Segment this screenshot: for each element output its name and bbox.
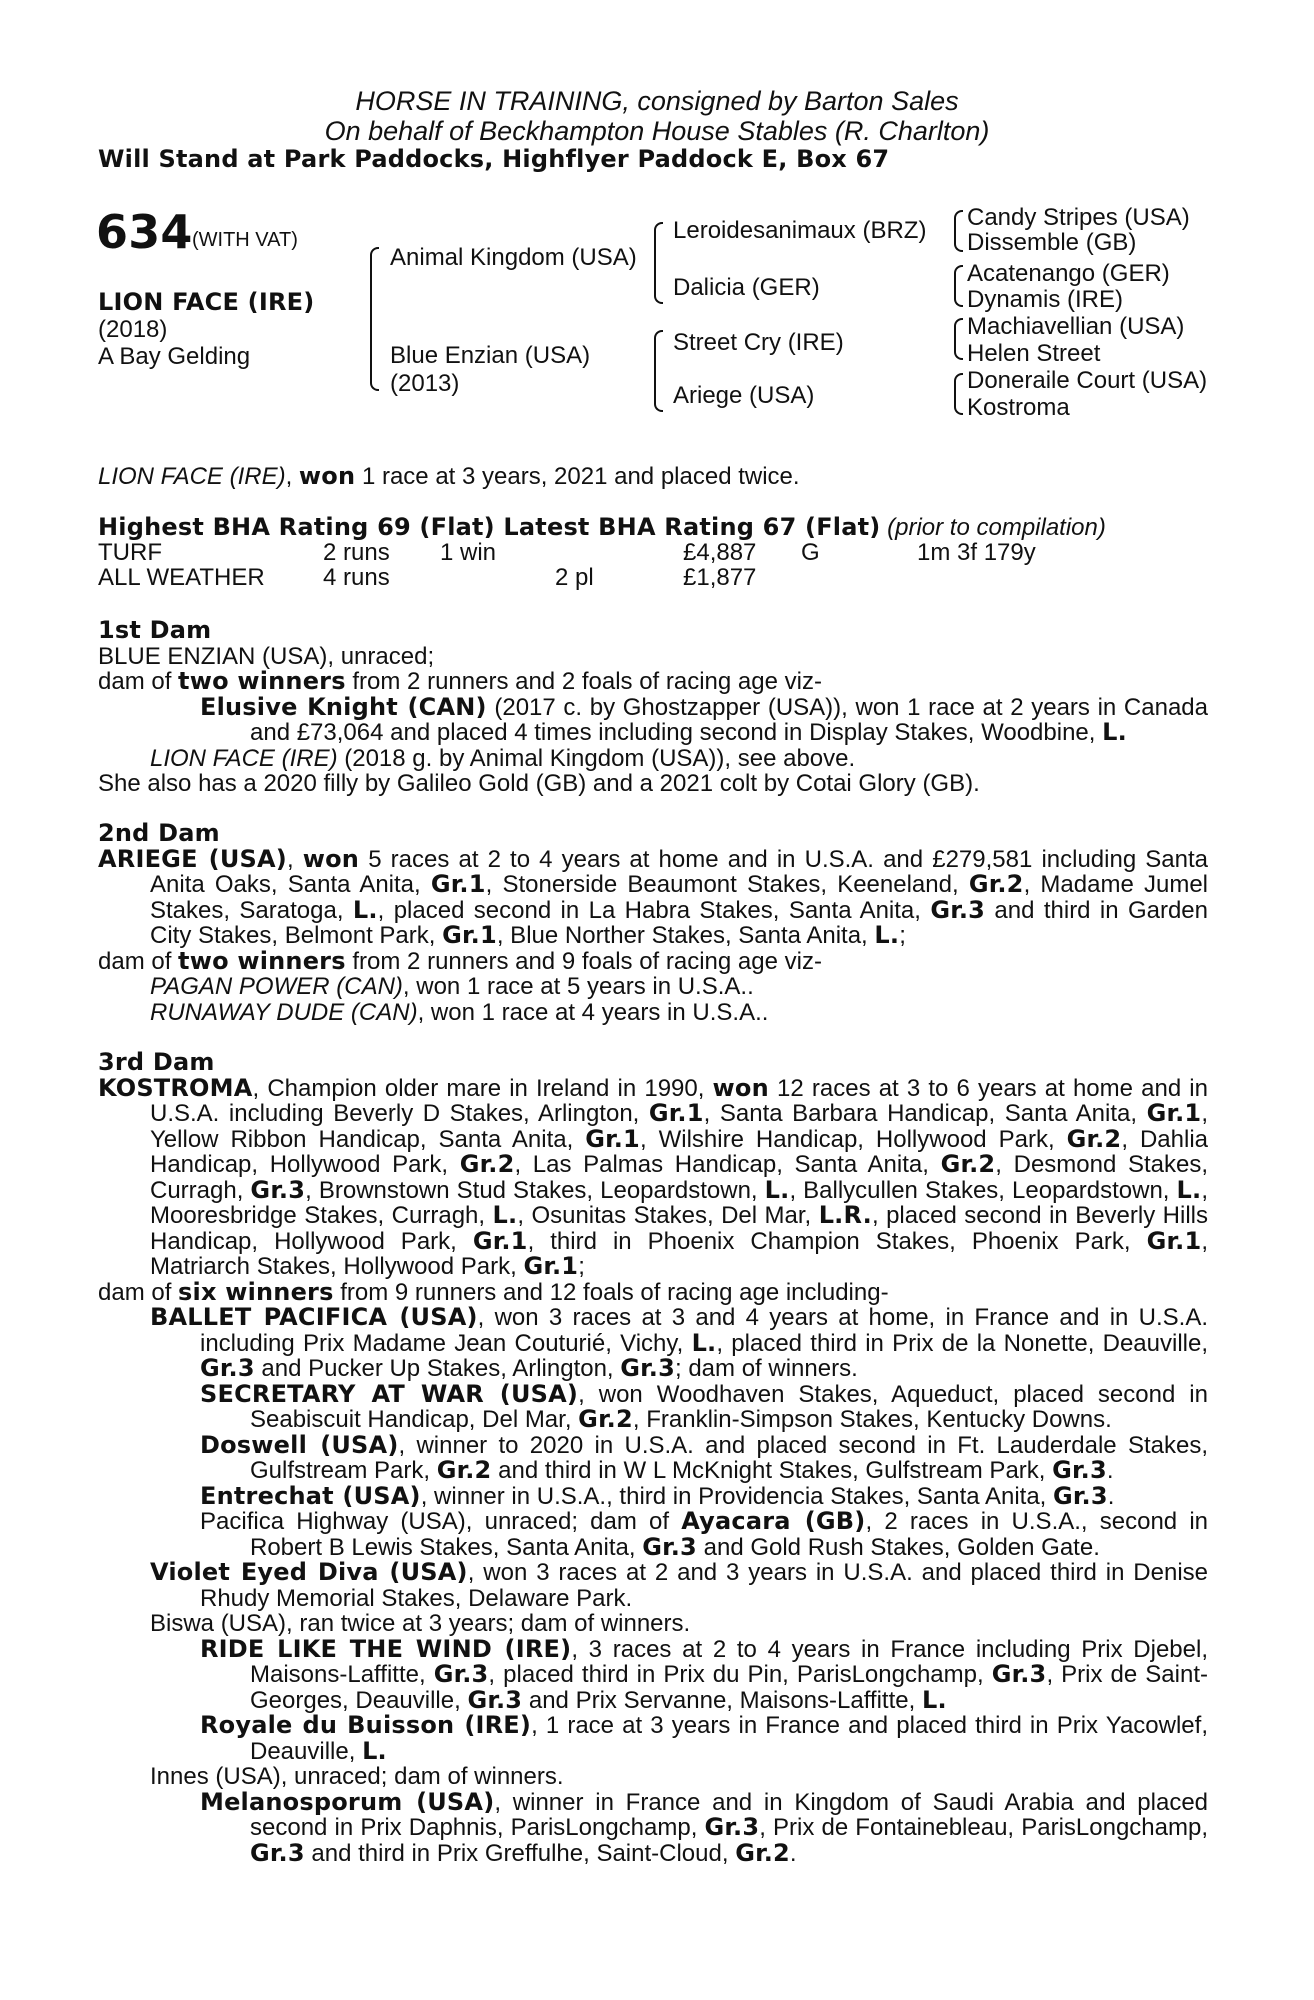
text-run: Gr.3 bbox=[704, 1813, 760, 1841]
text-run: , won 3 races at 3 and 4 years at home, in France and in U.S.A. including Prix Madame Jean Couturié, Vichy, bbox=[200, 1304, 1209, 1357]
text-run: won bbox=[302, 844, 360, 873]
text-run: Entrechat (USA) bbox=[200, 1481, 421, 1510]
produce-entry bbox=[98, 1560, 1208, 1611]
text-run: , 3 races at 2 to 4 years in France including Prix Djebel, Maisons-Laffitte, bbox=[250, 1635, 1209, 1688]
pedigree-brace bbox=[954, 318, 963, 360]
text-run: , Stonerside Beaumont Stakes, Keeneland, bbox=[485, 871, 969, 898]
produce-entry: Innes (USA), unraced; dam of winners. bbox=[150, 1763, 564, 1790]
header-location: Will Stand at Park Paddocks, Highflyer Paddock E, Box 67 bbox=[98, 145, 890, 173]
text-run: ; bbox=[578, 1253, 585, 1280]
section-heading: 2nd Dam bbox=[98, 819, 220, 847]
text-run: Gr.3 bbox=[1052, 1456, 1107, 1484]
pedigree-gg7: Doneraile Court (USA) bbox=[967, 367, 1208, 394]
pedigree-dam-year: (2013) bbox=[390, 370, 460, 397]
text-run: and third in Prix Greffulhe, Saint-Cloud, bbox=[304, 1839, 736, 1867]
text-run: , Prix de Fontainebleau, ParisLongchamp, bbox=[759, 1814, 1208, 1841]
text-run: . bbox=[1106, 1457, 1114, 1484]
produce-entry bbox=[98, 1000, 1208, 1026]
produce-entry bbox=[98, 746, 1208, 772]
text-run: , 1 race at 3 years in France and placed third in Prix Yacowlef, Deauville, bbox=[250, 1712, 1208, 1765]
text-run: and Gold Rush Stakes, Golden Gate. bbox=[696, 1533, 1100, 1561]
text-run: , Franklin-Simpson Stakes, Kentucky Downs. bbox=[632, 1406, 1112, 1433]
header-consignor: HORSE IN TRAINING, consigned by Barton Sales bbox=[355, 86, 959, 116]
pedigree-brace bbox=[370, 247, 379, 391]
text-run: ARIEGE (USA) bbox=[98, 844, 287, 873]
text-run: won bbox=[712, 1073, 769, 1102]
header-behalf: On behalf of Beckhampton House Stables (R. Charlton) bbox=[324, 116, 990, 146]
text-run: ; bbox=[899, 922, 906, 949]
text-run: Gr.3 bbox=[467, 1685, 523, 1714]
text-run: , placed third in Prix de la Nonette, Deauville, bbox=[716, 1329, 1209, 1357]
horse-description: A Bay Gelding bbox=[98, 343, 251, 370]
text-run: Gr.1 bbox=[523, 1252, 579, 1280]
text-run: Gr.1 bbox=[442, 921, 497, 949]
dam-produce-line bbox=[98, 1277, 1208, 1306]
text-run: , winner in France and in Kingdom of Saudi Arabia and placed second in Prix Daphnis, ParisLongchamp, bbox=[250, 1788, 1209, 1841]
text-run: dam of bbox=[98, 668, 179, 695]
first-dam-section bbox=[98, 618, 1208, 797]
text-run: L. bbox=[874, 921, 900, 949]
dam-line: BLUE ENZIAN (USA), unraced; bbox=[98, 642, 435, 670]
bha-rating: Highest BHA Rating 69 (Flat) Latest BHA Rating 67 (Flat) (prior to compilation) bbox=[98, 513, 1106, 541]
text-run: , third in Phoenix Champion Stakes, Phoenix Park, bbox=[527, 1227, 1147, 1255]
third-dam-section bbox=[98, 1050, 1208, 1866]
pedigree-brace bbox=[654, 330, 663, 412]
pedigree-gg5: Machiavellian (USA) bbox=[967, 313, 1185, 340]
text-run: , Osunitas Stakes, Del Mar, bbox=[517, 1202, 819, 1229]
produce-entry bbox=[98, 1634, 1209, 1714]
text-run: 5 races at 2 to 4 years at home and in U.S.A. and £279,581 including Santa Anita Oaks, Santa Anita, bbox=[150, 845, 1209, 898]
text-run: Gr.1 bbox=[1146, 1099, 1202, 1127]
text-run: dam of bbox=[98, 947, 179, 975]
text-run: , placed second in Beverly Hills Handicap, Hollywood Park, bbox=[150, 1202, 1209, 1255]
lot-number: 634 bbox=[96, 205, 193, 259]
race-summary: LION FACE (IRE), won 1 race at 3 years, 2021 and placed twice. bbox=[98, 462, 800, 490]
produce-entry bbox=[98, 1713, 1208, 1764]
pedigree-gg2: Dissemble (GB) bbox=[967, 229, 1137, 256]
text-run: L. bbox=[1176, 1175, 1202, 1204]
text-run: ; dam of winners. bbox=[675, 1355, 858, 1382]
dam-produce-line bbox=[98, 669, 1208, 695]
text-run: . bbox=[789, 1839, 797, 1867]
dam-record bbox=[98, 1073, 1209, 1280]
text-run: SECRETARY AT WAR (USA) bbox=[200, 1379, 579, 1408]
text-run: from 2 runners and 9 foals of racing age viz- bbox=[345, 947, 822, 975]
text-run: Violet Eyed Diva (USA) bbox=[150, 1558, 468, 1586]
text-run: from 2 runners and 2 foals of racing age viz- bbox=[345, 668, 822, 695]
horse-year: (2018) bbox=[98, 316, 168, 343]
text-run: (2018 g. by Animal Kingdom (USA)), see above. bbox=[337, 744, 856, 772]
text-run: , won 1 race at 5 years in U.S.A.. bbox=[402, 973, 754, 1000]
text-run: , winner in U.S.A., third in Providencia Stakes, Santa Anita, bbox=[420, 1482, 1054, 1510]
pedigree-dam: Blue Enzian (USA) bbox=[390, 342, 591, 369]
text-run: dam of bbox=[98, 1278, 179, 1306]
text-run: . bbox=[1107, 1482, 1115, 1510]
text-run: , Blue Norther Stakes, Santa Anita, bbox=[496, 922, 875, 949]
text-run: Gr.1 bbox=[472, 1226, 528, 1255]
text-run: PAGAN POWER (CAN) bbox=[150, 973, 403, 1000]
text-run: Gr.3 bbox=[620, 1354, 675, 1382]
text-run: Gr.2 bbox=[735, 1838, 790, 1867]
text-run: L.R. bbox=[818, 1201, 872, 1229]
horse-name: LION FACE (IRE) bbox=[98, 288, 315, 316]
pedigree-brace bbox=[654, 222, 663, 304]
text-run: , Mooresbridge Stakes, Curragh, bbox=[150, 1176, 1208, 1229]
text-run: , winner to 2020 in U.S.A. and placed second in Ft. Lauderdale Stakes, Gulfstream Park, bbox=[250, 1431, 1208, 1484]
dam-produce-line bbox=[98, 946, 1208, 975]
text-run: and Prix Servanne, Maisons-Laffitte, bbox=[522, 1686, 922, 1714]
text-run: , Las Palmas Handicap, Santa Anita, bbox=[514, 1151, 941, 1178]
produce-entry bbox=[98, 692, 1208, 746]
lot-vat: (WITH VAT) bbox=[192, 229, 298, 251]
text-run: Gr.3 bbox=[250, 1175, 306, 1204]
text-run: L. bbox=[691, 1328, 717, 1357]
text-run: Royale du Buisson (IRE) bbox=[200, 1711, 532, 1739]
produce-entry bbox=[98, 1379, 1208, 1433]
text-run: 12 races at 3 to 6 years at home and in U.S.A. including Beverly D Stakes, Arlington, bbox=[150, 1074, 1208, 1127]
text-run: , Matriarch Stakes, Hollywood Park, bbox=[150, 1227, 1209, 1280]
text-run: , won 1 race at 4 years in U.S.A.. bbox=[417, 998, 769, 1026]
produce-entry bbox=[98, 1509, 1208, 1560]
text-run: Gr.2 bbox=[459, 1150, 515, 1178]
produce-entry bbox=[98, 1430, 1208, 1484]
text-run: Gr.1 bbox=[1146, 1226, 1202, 1255]
text-run: L. bbox=[492, 1201, 518, 1229]
produce-entry bbox=[98, 1787, 1209, 1867]
produce-entry bbox=[98, 1305, 1208, 1382]
produce-entry: Biswa (USA), ran twice at 3 years; dam of winners. bbox=[150, 1610, 691, 1637]
text-run: , Champion older mare in Ireland in 1990, bbox=[252, 1074, 713, 1102]
text-run: Gr.3 bbox=[1053, 1481, 1108, 1510]
text-run: two winners bbox=[178, 667, 346, 695]
text-run: Gr.2 bbox=[940, 1150, 996, 1178]
text-run: RUNAWAY DUDE (CAN) bbox=[150, 998, 418, 1026]
text-run: , Brownstown Stud Stakes, Leopardstown, bbox=[305, 1176, 765, 1204]
text-run: Doswell (USA) bbox=[200, 1430, 399, 1459]
text-run: L. bbox=[921, 1685, 947, 1714]
produce-entry bbox=[98, 974, 1208, 1000]
text-run: Gr.3 bbox=[200, 1354, 255, 1382]
text-run: and third in Garden City Stakes, Belmont Park, bbox=[150, 896, 1208, 949]
pedigree-brace bbox=[954, 265, 963, 307]
text-run: , Wilshire Handicap, Hollywood Park, bbox=[639, 1125, 1067, 1153]
text-run: L. bbox=[362, 1736, 387, 1765]
pedigree-sire: Animal Kingdom (USA) bbox=[390, 244, 637, 271]
text-run: RIDE LIKE THE WIND (IRE) bbox=[200, 1634, 572, 1663]
text-run: (2017 c. by Ghostzapper (USA)), won 1 race at 2 years in Canada and £73,064 and placed 4 times including second in Display Stakes, Woodbine, bbox=[250, 693, 1208, 746]
section-heading: 1st Dam bbox=[98, 616, 212, 644]
text-run: LION FACE (IRE) bbox=[150, 744, 338, 772]
text-run: L. bbox=[352, 895, 378, 924]
text-run: Gr.2 bbox=[578, 1405, 633, 1433]
produce-entry bbox=[98, 1481, 1208, 1510]
pedigree-sire-sire: Leroidesanimaux (BRZ) bbox=[673, 217, 927, 244]
pedigree-brace bbox=[954, 373, 963, 415]
text-run: two winners bbox=[178, 946, 346, 975]
pedigree-gg3: Acatenango (GER) bbox=[967, 260, 1170, 287]
text-run: , Santa Barbara Handicap, Santa Anita, bbox=[703, 1100, 1147, 1127]
text-run: from 9 runners and 12 foals of racing age including- bbox=[333, 1278, 889, 1306]
text-run: , Yellow Ribbon Handicap, Santa Anita, bbox=[150, 1100, 1208, 1153]
stats-row-turf: TURF 2 runs 1 win £4,887 G 1m 3f 179y bbox=[98, 539, 1036, 566]
text-run: and third in W L McKnight Stakes, Gulfstream Park, bbox=[491, 1457, 1053, 1484]
text-run: , Ballycullen Stakes, Leopardstown, bbox=[789, 1176, 1177, 1204]
text-run: , Dahlia Handicap, Hollywood Park, bbox=[150, 1125, 1208, 1178]
pedigree-gg1: Candy Stripes (USA) bbox=[967, 204, 1190, 231]
text-run: , won Woodhaven Stakes, Aqueduct, placed second in Seabiscuit Handicap, Del Mar, bbox=[250, 1380, 1208, 1433]
text-run: Gr.3 bbox=[250, 1838, 305, 1867]
section-heading: 3rd Dam bbox=[98, 1048, 215, 1076]
text-run: , Desmond Stakes, Curragh, bbox=[150, 1151, 1209, 1204]
text-run: Gr.1 bbox=[430, 870, 486, 898]
text-run: Gr.2 bbox=[1066, 1124, 1122, 1153]
second-dam-section bbox=[98, 821, 1208, 1025]
text-run: , placed second in La Habra Stakes, Santa Anita, bbox=[377, 896, 931, 924]
text-run: Ayacara (GB) bbox=[681, 1507, 866, 1535]
stats-row-all-weather: ALL WEATHER 4 runs 2 pl £1,877 bbox=[98, 564, 757, 591]
text-run: BALLET PACIFICA (USA) bbox=[150, 1303, 478, 1331]
text-run: Elusive Knight (CAN) bbox=[200, 692, 487, 721]
text-run: Gr.3 bbox=[433, 1660, 489, 1688]
pedigree-brace bbox=[954, 210, 963, 252]
dam-foals-line: She also has a 2020 filly by Galileo Gold (GB) and a 2021 colt by Cotai Glory (GB). bbox=[98, 770, 980, 797]
text-run: Pacifica Highway (USA), unraced; dam of bbox=[200, 1508, 682, 1535]
text-run: Gr.1 bbox=[585, 1124, 640, 1153]
text-run: KOSTROMA bbox=[98, 1073, 253, 1102]
pedigree-gg4: Dynamis (IRE) bbox=[967, 286, 1124, 313]
text-run: Gr.3 bbox=[930, 895, 986, 924]
punctuation: , bbox=[286, 845, 303, 873]
text-run: L. bbox=[1102, 718, 1127, 746]
text-run: Gr.3 bbox=[642, 1532, 697, 1561]
text-run: , placed third in Prix du Pin, ParisLongchamp, bbox=[488, 1661, 992, 1688]
text-run: Gr.2 bbox=[968, 870, 1024, 898]
dam-record bbox=[98, 844, 1209, 949]
pedigree-gg8: Kostroma bbox=[967, 394, 1070, 421]
text-run: six winners bbox=[178, 1277, 334, 1306]
text-run: Gr.2 bbox=[436, 1456, 492, 1484]
text-run: L. bbox=[764, 1175, 790, 1204]
text-run: Melanosporum (USA) bbox=[200, 1787, 495, 1816]
text-run: , Prix de Saint-Georges, Deauville, bbox=[250, 1661, 1208, 1714]
text-run: and Pucker Up Stakes, Arlington, bbox=[254, 1355, 621, 1382]
text-run: , 2 races in U.S.A., second in Robert B Lewis Stakes, Santa Anita, bbox=[250, 1508, 1209, 1561]
text-run: , Madame Jumel Stakes, Saratoga, bbox=[150, 871, 1209, 924]
pedigree-dam-dam: Ariege (USA) bbox=[673, 382, 815, 409]
pedigree-gg6: Helen Street bbox=[967, 340, 1101, 367]
text-run: Gr.1 bbox=[648, 1099, 704, 1127]
pedigree-dam-sire: Street Cry (IRE) bbox=[673, 329, 844, 356]
text-run: Gr.3 bbox=[991, 1660, 1047, 1688]
text-run: , won 3 races at 2 and 3 years in U.S.A. and placed third in Denise Rhudy Memorial Stakes, Delaware Park. bbox=[200, 1559, 1208, 1612]
pedigree-sire-dam: Dalicia (GER) bbox=[673, 274, 820, 301]
